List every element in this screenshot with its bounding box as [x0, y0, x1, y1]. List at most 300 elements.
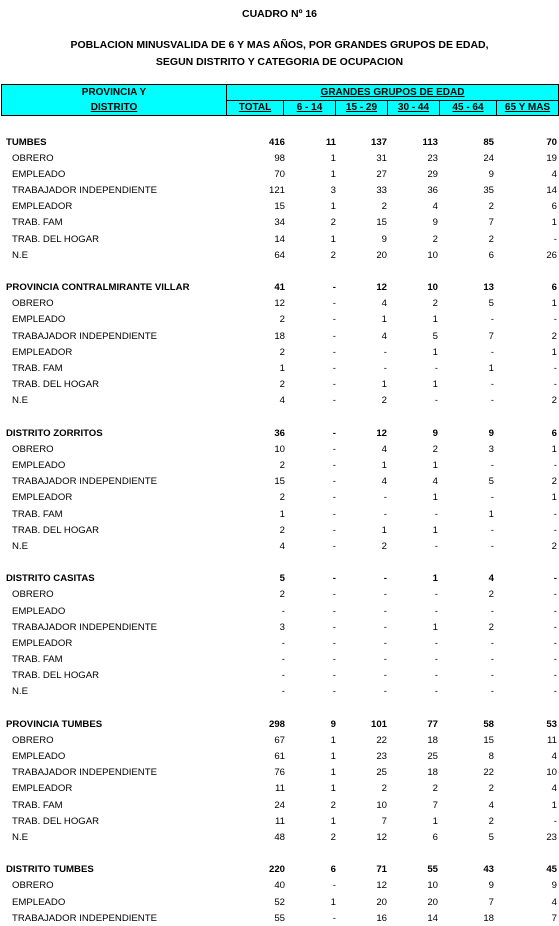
- cell-value: 2: [330, 249, 336, 261]
- cell-value: 2: [488, 233, 494, 245]
- cell-value: 3: [279, 621, 285, 633]
- cell-value: 18: [427, 767, 438, 779]
- row-label: TRAB. DEL HOGAR: [12, 233, 100, 245]
- cell-value: 1: [330, 168, 336, 180]
- cell-value: -: [553, 621, 557, 633]
- cell-value: 10: [427, 249, 438, 261]
- spacer-cell: [5, 554, 559, 570]
- cell-value: 33: [376, 185, 387, 197]
- cell-value: 6: [551, 427, 557, 439]
- cell-value: 1: [432, 379, 438, 391]
- row-label: TRAB. DEL HOGAR: [12, 815, 100, 827]
- section-row: [5, 280, 559, 296]
- row-label: N.E: [12, 249, 28, 261]
- row-label: TRAB. FAM: [12, 654, 63, 666]
- cell-value: 5: [488, 831, 494, 843]
- cell-value: 71: [376, 864, 387, 876]
- cell-value: 18: [427, 734, 438, 746]
- cell-value: 9: [488, 168, 494, 180]
- header-provincia-distrito: [2, 85, 227, 116]
- cell-value: -: [281, 654, 285, 666]
- cell-value: 1: [551, 346, 557, 358]
- table-row: [5, 538, 559, 554]
- table-subtitle-line2: SEGUN DISTRITO Y CATEGORIA DE OCUPACION: [155, 56, 404, 68]
- section-row: [5, 716, 559, 732]
- row-label: OBRERO: [12, 734, 54, 746]
- cell-value: 2: [432, 233, 438, 245]
- table-row: [5, 231, 559, 247]
- cell-value: -: [434, 670, 438, 682]
- table-row: [5, 829, 559, 845]
- table-row: [5, 183, 559, 199]
- cell-value: -: [490, 346, 494, 358]
- cell-value: 1: [551, 443, 557, 455]
- cell-value: -: [332, 589, 336, 601]
- cell-value: 1: [330, 734, 336, 746]
- cell-value: -: [332, 476, 336, 488]
- cell-value: -: [434, 395, 438, 407]
- cell-value: 1: [432, 524, 438, 536]
- row-label: EMPLEADO: [12, 605, 66, 617]
- cell-value: -: [383, 654, 387, 666]
- cell-value: 10: [427, 282, 438, 294]
- section-row: [5, 425, 559, 441]
- cell-value: 45: [546, 864, 557, 876]
- cell-value: 1: [432, 346, 438, 358]
- table-row: [5, 344, 559, 360]
- row-label: EMPLEADO: [12, 460, 66, 472]
- cell-value: 1: [551, 799, 557, 811]
- table-row: [5, 393, 559, 409]
- cell-value: -: [332, 573, 336, 585]
- cell-value: -: [332, 330, 336, 342]
- cell-value: 55: [427, 864, 438, 876]
- row-label: N.E: [12, 395, 28, 407]
- row-label: EMPLEADOR: [12, 492, 73, 504]
- cell-value: 6: [551, 282, 557, 294]
- cell-value: 11: [325, 136, 336, 148]
- cell-value: 1: [432, 621, 438, 633]
- cell-value: 1: [551, 492, 557, 504]
- cell-value: 5: [432, 330, 438, 342]
- cell-value: 9: [432, 217, 438, 229]
- table-header: [1, 84, 559, 116]
- cell-value: -: [332, 621, 336, 633]
- cell-value: -: [383, 621, 387, 633]
- cell-value: 70: [274, 168, 285, 180]
- cell-value: -: [281, 605, 285, 617]
- table-row: [5, 781, 559, 797]
- cell-value: 1: [381, 379, 387, 391]
- cell-value: 6: [432, 831, 438, 843]
- cell-value: 15: [483, 734, 494, 746]
- cell-value: 14: [546, 185, 557, 197]
- data-table: [5, 134, 559, 926]
- cell-value: -: [332, 524, 336, 536]
- cell-value: 9: [381, 233, 387, 245]
- cell-value: 3: [488, 443, 494, 455]
- cell-value: 48: [274, 831, 285, 843]
- cell-value: 4: [381, 330, 387, 342]
- cell-value: 15: [376, 217, 387, 229]
- cell-value: 113: [422, 136, 438, 148]
- cell-value: 23: [427, 152, 438, 164]
- cell-value: 2: [551, 476, 557, 488]
- cell-value: 16: [376, 912, 387, 924]
- cell-value: 4: [488, 799, 494, 811]
- cell-value: 101: [370, 718, 387, 730]
- cell-value: 1: [330, 815, 336, 827]
- cell-value: 1: [381, 314, 387, 326]
- cell-value: 1: [551, 298, 557, 310]
- cell-value: 4: [279, 395, 285, 407]
- cell-value: 2: [488, 621, 494, 633]
- cell-value: 2: [432, 783, 438, 795]
- cell-value: -: [553, 686, 557, 698]
- header-col-30-44: 30 - 44: [388, 100, 440, 116]
- cell-value: 7: [381, 815, 387, 827]
- cell-value: 4: [551, 168, 557, 180]
- cell-value: 7: [488, 217, 494, 229]
- row-label: TRABAJADOR INDEPENDIENTE: [12, 621, 157, 633]
- cell-value: 1: [330, 783, 336, 795]
- cell-value: 85: [483, 136, 494, 148]
- header-col0-line1: PROVINCIA Y: [81, 87, 147, 98]
- cell-value: 10: [427, 880, 438, 892]
- cell-value: -: [332, 282, 336, 294]
- row-label: EMPLEADOR: [12, 201, 73, 213]
- cell-value: 8: [488, 751, 494, 763]
- cell-value: 1: [330, 233, 336, 245]
- cell-value: 12: [376, 282, 387, 294]
- cell-value: 1: [279, 362, 285, 374]
- cell-value: 2: [279, 346, 285, 358]
- cell-value: 4: [551, 783, 557, 795]
- spacer-row: [5, 409, 559, 425]
- cell-value: 15: [274, 201, 285, 213]
- cell-value: -: [332, 686, 336, 698]
- cell-value: 22: [376, 734, 387, 746]
- cell-value: 2: [279, 492, 285, 504]
- cell-value: -: [434, 605, 438, 617]
- cell-value: 11: [275, 783, 285, 795]
- spacer-row: [5, 846, 559, 862]
- cell-value: 43: [483, 864, 494, 876]
- cell-value: 36: [427, 185, 438, 197]
- spacer-cell: [5, 700, 559, 716]
- row-label: PROVINCIA TUMBES: [6, 718, 103, 730]
- table-row: [5, 506, 559, 522]
- cell-value: 1: [330, 751, 336, 763]
- cell-value: -: [553, 589, 557, 601]
- row-label: TRAB. DEL HOGAR: [12, 379, 100, 391]
- cell-value: 5: [279, 573, 285, 585]
- cell-value: -: [332, 912, 336, 924]
- row-label: TRAB. DEL HOGAR: [12, 670, 100, 682]
- table-row: [5, 797, 559, 813]
- cell-value: 23: [546, 831, 557, 843]
- row-label: OBRERO: [12, 443, 54, 455]
- cell-value: -: [332, 314, 336, 326]
- cell-value: 4: [488, 573, 494, 585]
- cell-value: 14: [274, 233, 285, 245]
- cell-value: 22: [483, 767, 494, 779]
- header-col-45-64: 45 - 64: [440, 100, 497, 116]
- row-label: N.E: [12, 831, 28, 843]
- cell-value: 2: [381, 201, 387, 213]
- cell-value: -: [490, 314, 494, 326]
- row-label: EMPLEADOR: [12, 346, 73, 358]
- cell-value: -: [553, 815, 557, 827]
- table-row: [5, 457, 559, 473]
- section-row: [5, 134, 559, 150]
- cell-value: 2: [488, 201, 494, 213]
- row-label: TRABAJADOR INDEPENDIENTE: [12, 185, 157, 197]
- cell-value: -: [490, 395, 494, 407]
- cell-value: 1: [432, 314, 438, 326]
- cell-value: -: [281, 637, 285, 649]
- cell-value: 5: [488, 476, 494, 488]
- table-row: [5, 749, 559, 765]
- cell-value: 298: [268, 718, 285, 730]
- cell-value: 1: [551, 217, 557, 229]
- cell-value: -: [553, 314, 557, 326]
- cell-value: 76: [274, 767, 285, 779]
- table-row: [5, 150, 559, 166]
- cell-value: 9: [432, 427, 438, 439]
- cell-value: 1: [432, 573, 438, 585]
- table-row: [5, 377, 559, 393]
- cell-value: -: [553, 362, 557, 374]
- cell-value: 27: [376, 168, 387, 180]
- row-label: DISTRITO ZORRITOS: [6, 427, 103, 439]
- row-label: OBRERO: [12, 880, 54, 892]
- cell-value: 4: [432, 476, 438, 488]
- cell-value: 77: [427, 718, 438, 730]
- cell-value: -: [383, 686, 387, 698]
- cell-value: 24: [483, 152, 494, 164]
- cell-value: 26: [546, 249, 557, 261]
- row-label: TRABAJADOR INDEPENDIENTE: [12, 330, 157, 342]
- cell-value: 2: [381, 395, 387, 407]
- cell-value: -: [332, 492, 336, 504]
- table-row: [5, 603, 559, 619]
- cell-value: -: [332, 670, 336, 682]
- cell-value: -: [490, 460, 494, 472]
- cell-value: 1: [432, 460, 438, 472]
- cell-value: 1: [381, 524, 387, 536]
- cell-value: 70: [546, 136, 557, 148]
- cell-value: -: [332, 427, 336, 439]
- table-row: [5, 166, 559, 182]
- row-label: EMPLEADOR: [12, 637, 73, 649]
- row-label: OBRERO: [12, 152, 54, 164]
- cell-value: 2: [488, 589, 494, 601]
- cell-value: 11: [275, 815, 285, 827]
- table-title: CUADRO Nº 16: [241, 8, 317, 20]
- cell-value: 2: [551, 540, 557, 552]
- cell-value: 24: [274, 799, 285, 811]
- cell-value: -: [490, 637, 494, 649]
- row-label: TRABAJADOR INDEPENDIENTE: [12, 912, 157, 924]
- cell-value: 12: [274, 298, 285, 310]
- cell-value: -: [383, 605, 387, 617]
- cell-value: 14: [427, 912, 438, 924]
- cell-value: 2: [432, 443, 438, 455]
- row-label: DISTRITO CASITAS: [6, 573, 95, 585]
- cell-value: -: [434, 508, 438, 520]
- cell-value: 2: [381, 783, 387, 795]
- cell-value: 4: [279, 540, 285, 552]
- cell-value: 67: [274, 734, 285, 746]
- cell-value: -: [490, 654, 494, 666]
- cell-value: 18: [483, 912, 494, 924]
- cell-value: -: [332, 362, 336, 374]
- cell-value: -: [553, 460, 557, 472]
- cell-value: 13: [483, 282, 494, 294]
- header-col-15-29: 15 - 29: [336, 100, 388, 116]
- cell-value: -: [383, 573, 387, 585]
- cell-value: -: [553, 233, 557, 245]
- cell-value: 121: [268, 185, 285, 197]
- cell-value: -: [434, 654, 438, 666]
- table-row: [5, 619, 559, 635]
- cell-value: -: [434, 686, 438, 698]
- cell-value: 58: [483, 718, 494, 730]
- cell-value: 31: [376, 152, 387, 164]
- cell-value: 40: [274, 880, 285, 892]
- cell-value: 20: [427, 896, 438, 908]
- table-subtitle-line1: POBLACION MINUSVALIDA DE 6 Y MAS AÑOS, POR GRANDES GRUPOS DE EDAD,: [70, 39, 489, 51]
- cell-value: 4: [551, 896, 557, 908]
- cell-value: -: [332, 346, 336, 358]
- table-row: [5, 474, 559, 490]
- table-row: [5, 668, 559, 684]
- cell-value: 25: [376, 767, 387, 779]
- cell-value: 1: [488, 362, 494, 374]
- cell-value: 15: [274, 476, 285, 488]
- cell-value: -: [553, 670, 557, 682]
- header-col-65-mas: 65 Y MAS: [497, 100, 559, 116]
- cell-value: 19: [546, 152, 557, 164]
- cell-value: 2: [330, 799, 336, 811]
- cell-value: 2: [330, 831, 336, 843]
- header-col0-line2: DISTRITO: [90, 102, 138, 113]
- table-row: [5, 635, 559, 651]
- spacer-cell: [5, 409, 559, 425]
- row-label: EMPLEADO: [12, 751, 66, 763]
- cell-value: -: [553, 379, 557, 391]
- cell-value: -: [490, 686, 494, 698]
- cell-value: -: [281, 670, 285, 682]
- cell-value: -: [490, 379, 494, 391]
- row-label: TUMBES: [6, 136, 47, 148]
- cell-value: 2: [279, 589, 285, 601]
- table-row: [5, 765, 559, 781]
- table-row: [5, 732, 559, 748]
- cell-value: -: [332, 460, 336, 472]
- cell-value: -: [332, 443, 336, 455]
- cell-value: -: [490, 670, 494, 682]
- cell-value: 23: [376, 751, 387, 763]
- cell-value: 98: [274, 152, 285, 164]
- table-row: [5, 652, 559, 668]
- cell-value: -: [553, 637, 557, 649]
- cell-value: -: [434, 540, 438, 552]
- cell-value: 1: [381, 460, 387, 472]
- row-label: OBRERO: [12, 298, 54, 310]
- cell-value: 9: [488, 427, 494, 439]
- cell-value: -: [553, 524, 557, 536]
- cell-value: 4: [381, 298, 387, 310]
- cell-value: 34: [274, 217, 285, 229]
- cell-value: -: [434, 637, 438, 649]
- cell-value: 220: [268, 864, 285, 876]
- row-label: N.E: [12, 686, 28, 698]
- table-row: [5, 199, 559, 215]
- cell-value: 1: [330, 201, 336, 213]
- cell-value: -: [383, 492, 387, 504]
- table-row: [5, 813, 559, 829]
- spacer-row: [5, 263, 559, 279]
- cell-value: 1: [488, 508, 494, 520]
- row-label: N.E: [12, 540, 28, 552]
- cell-value: -: [383, 508, 387, 520]
- table-row: [5, 684, 559, 700]
- cell-value: -: [332, 637, 336, 649]
- cell-value: -: [332, 654, 336, 666]
- cell-value: 1: [330, 152, 336, 164]
- cell-value: 53: [546, 718, 557, 730]
- cell-value: 6: [551, 201, 557, 213]
- row-label: EMPLEADO: [12, 896, 66, 908]
- cell-value: 137: [370, 136, 387, 148]
- table-row: [5, 441, 559, 457]
- cell-value: -: [434, 362, 438, 374]
- cell-value: 6: [330, 864, 336, 876]
- cell-value: 12: [376, 427, 387, 439]
- cell-value: -: [383, 362, 387, 374]
- header-col-6-14: 6 - 14: [284, 100, 336, 116]
- cell-value: -: [332, 880, 336, 892]
- row-label: TRAB. FAM: [12, 217, 63, 229]
- table-row: [5, 894, 559, 910]
- spacer-row: [5, 700, 559, 716]
- cell-value: -: [553, 573, 557, 585]
- cell-value: 4: [432, 201, 438, 213]
- cell-value: -: [281, 686, 285, 698]
- cell-value: 2: [279, 379, 285, 391]
- cell-value: 2: [381, 540, 387, 552]
- cell-value: 9: [488, 880, 494, 892]
- row-label: EMPLEADOR: [12, 783, 73, 795]
- cell-value: 41: [274, 282, 285, 294]
- cell-value: 2: [551, 330, 557, 342]
- row-label: TRABAJADOR INDEPENDIENTE: [12, 767, 157, 779]
- cell-value: 7: [551, 912, 557, 924]
- cell-value: -: [332, 508, 336, 520]
- cell-value: 1: [330, 767, 336, 779]
- table-row: [5, 878, 559, 894]
- cell-value: 25: [427, 751, 438, 763]
- cell-value: 1: [330, 896, 336, 908]
- cell-value: -: [553, 654, 557, 666]
- cell-value: 416: [268, 136, 285, 148]
- row-label: EMPLEADO: [12, 168, 66, 180]
- table-row: [5, 587, 559, 603]
- cell-value: 5: [488, 298, 494, 310]
- cell-value: -: [383, 670, 387, 682]
